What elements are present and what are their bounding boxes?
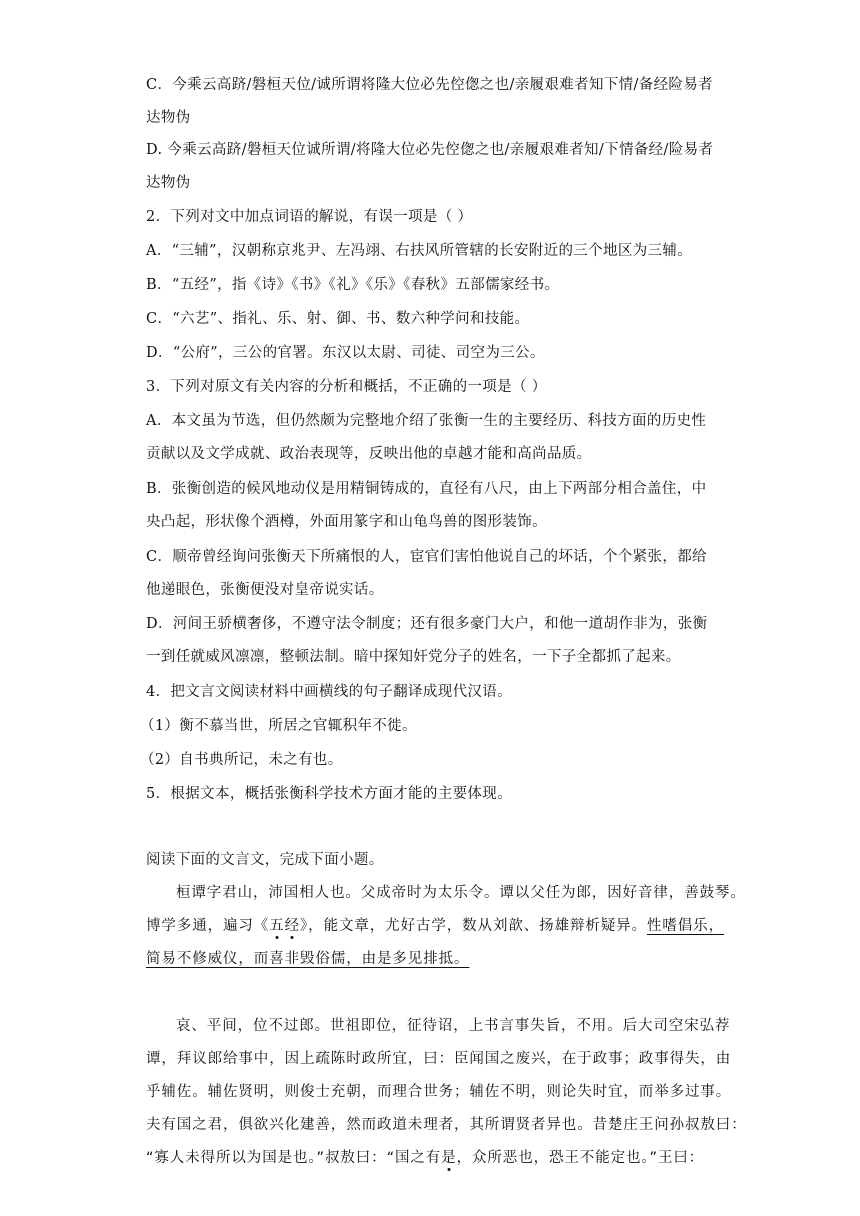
passage-p1-line2 (146, 916, 724, 936)
passage-text: ，众所恶也，恐王不能定也。”王曰： (456, 1150, 705, 1166)
passage-p2-line1: 哀、平间，位不过郎。世祖即位，征待诏，上书言事失旨，不用。后大司空宋弘荐 (176, 1018, 731, 1034)
q4-stem: 4．把文言文阅读材料中画横线的句子翻译成现代汉语。 (146, 684, 512, 700)
q3-option-a-line1: A．本文虽为节选，但仍然颇为完整地介绍了张衡一生的主要经历、科技方面的历史性 (146, 413, 707, 429)
emphasis-dot-char: 是 (441, 1150, 457, 1166)
passage-text: “寡人未得所以为国是也。”叔敖曰：“国之有 (146, 1150, 442, 1166)
emphasis-dot-char: 五 (269, 918, 285, 934)
q2-option-a: A．“三辅”，汉朝称京兆尹、左冯翊、右扶风所管辖的长安附近的三个地区为三辅。 (146, 243, 693, 259)
underlined-sentence: 简易不修威仪，而喜非毁俗儒，由是多见排抵。 (146, 951, 470, 967)
q1-option-c-line2: 达物伪 (146, 110, 191, 126)
q2-option-c: C．“六艺”、指礼、乐、射、御、书、数六种学问和技能。 (146, 311, 530, 327)
passage-p2-line5 (146, 1148, 704, 1168)
section2-instruction: 阅读下面的文言文，完成下面小题。 (146, 852, 384, 868)
q3-option-d-line1: D．河间王骄横奢侈，不遵守法令制度；还有很多豪门大户，和他一道胡作非为，张衡 (146, 616, 708, 632)
underlined-sentence: 性嗜倡乐， (646, 918, 724, 934)
q1-option-d-line1: D. 今乘云高跻/磐桓天位诚所谓/将隆大位必先倥偬之也/亲履艰难者知/下情备经/险易者 (146, 142, 714, 158)
passage-p1-line3 (146, 949, 469, 969)
passage-p2-line4: 夫有国之君，俱欲兴化建善，然而政道未理者，其所谓贤者异也。昔楚庄王问孙叔敖曰： (146, 1117, 747, 1133)
q3-option-b-line1: B．张衡创造的候风地动仪是用精铜铸成的，直径有八尺，由上下两部分相合盖住，中 (146, 481, 707, 497)
q3-stem: 3．下列对原文有关内容的分析和概括，不正确的一项是（ ） (146, 379, 547, 395)
q2-option-d: D．“公府”，三公的官署。东汉以太尉、司徒、司空为三公。 (146, 345, 545, 361)
q2-stem: 2．下列对文中加点词语的解说，有误一项是（ ） (146, 209, 473, 225)
passage-p1-line1: 桓谭字君山，沛国相人也。父成帝时为太乐令。谭以父任为郎，因好音律，善鼓琴。 (176, 885, 746, 901)
q3-option-c-line2: 他递眼色，张衡便没对皇帝说实话。 (146, 582, 384, 598)
q4-sentence-2: （2）自书典所记，未之有也。 (140, 752, 343, 768)
q1-option-d-line2: 达物伪 (146, 175, 191, 191)
q3-option-d-line2: 一到任就威风凛凛，整顿法制。暗中探知奸党分子的姓名，一下子全都抓了起来。 (146, 649, 681, 665)
passage-text: 》，能文章，尤好古学，数从刘歆、扬雄辩析疑异。 (300, 918, 647, 934)
q4-sentence-1: （1）衡不慕当世，所居之官辄积年不徙。 (140, 718, 417, 734)
emphasis-dot-char: 经 (284, 918, 301, 934)
q3-option-c-line1: C．顺帝曾经询问张衡天下所痛恨的人，宦官们害怕他说自己的坏话，个个紧张，都给 (146, 549, 707, 565)
q1-option-c-line1: C．今乘云高跻/磐桓天位/诚所谓将隆大位必先倥偬之也/亲履艰难者知下情/备经险易者 (146, 77, 713, 93)
q2-option-b: B．“五经”，指《诗》《书》《礼》《乐》《春秋》五部儒家经书。 (146, 277, 560, 293)
q5-stem: 5．根据文本，概括张衡科学技术方面才能的主要体现。 (146, 786, 512, 802)
passage-text: 博学多通，遍习《 (146, 918, 270, 934)
q3-option-a-line2: 贡献以及文学成就、政治表现等，反映出他的卓越才能和高尚品质。 (146, 446, 592, 462)
q3-option-b-line2: 央凸起，形状像个酒樽，外面用篆字和山龟鸟兽的图形装饰。 (146, 514, 547, 530)
passage-p2-line2: 谭，拜议郎给事中，因上疏陈时政所宜，曰：臣闻国之废兴，在于政事；政事得失，由 (146, 1051, 732, 1067)
passage-p2-line3: 乎辅佐。辅佐贤明，则俊士充朝，而理合世务；辅佐不明，则论失时宜，而举多过事。 (146, 1084, 732, 1100)
